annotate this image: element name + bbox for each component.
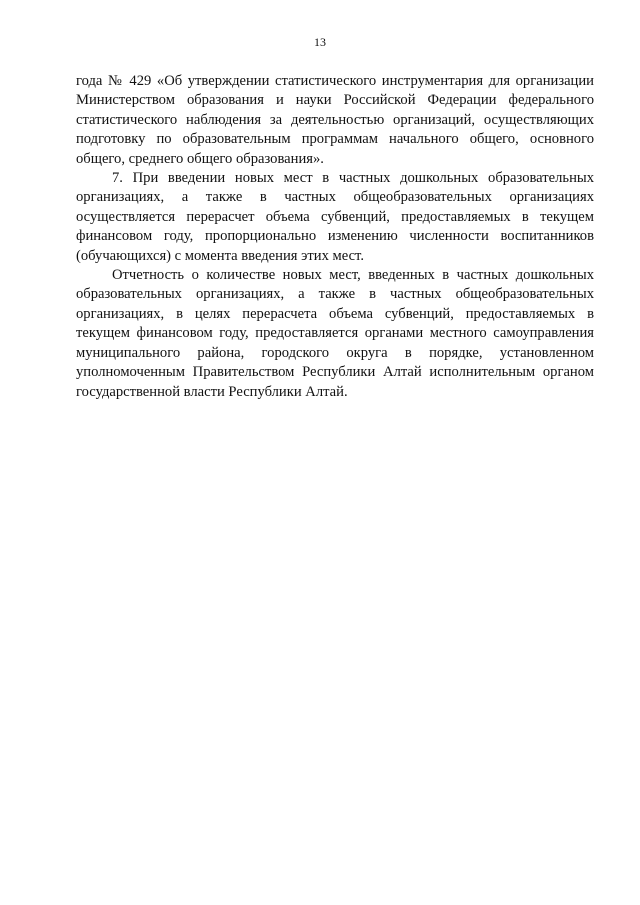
- paragraph-item-7: 7. При введении новых мест в частных дошкольных образовательных организациях, а также в частных общеобразовательных организациях осуществляется перерасчет объема субвенций, предоставляемых в текущем финансовом году, пропорционально изменению численности воспитанников (обучающихся) с момента введения этих мест.: [76, 170, 594, 264]
- paragraph-continuation: года № 429 «Об утверждении статистического инструментария для организации Министерством образования и науки Российской Федерации федерального статистического наблюдения за деятельностью организаций, осуществляющих подготовку по образовательным программам начального общего, основного общего, среднего общего образования».: [76, 73, 594, 167]
- paragraph-reporting: Отчетность о количестве новых мест, введенных в частных дошкольных образовательных организациях, а также в частных общеобразовательных организациях, в целях перерасчета объема субвенций, предоставляемых в текущем финансовом году, предоставляется органами местного самоуправления муниципального района, городского округа в порядке, установленном уполномоченным Правительством Республики Алтай исполнительным органом государственной власти Республики Алтай.: [76, 267, 594, 400]
- page-number: 13: [314, 35, 326, 49]
- document-body: [76, 72, 594, 402]
